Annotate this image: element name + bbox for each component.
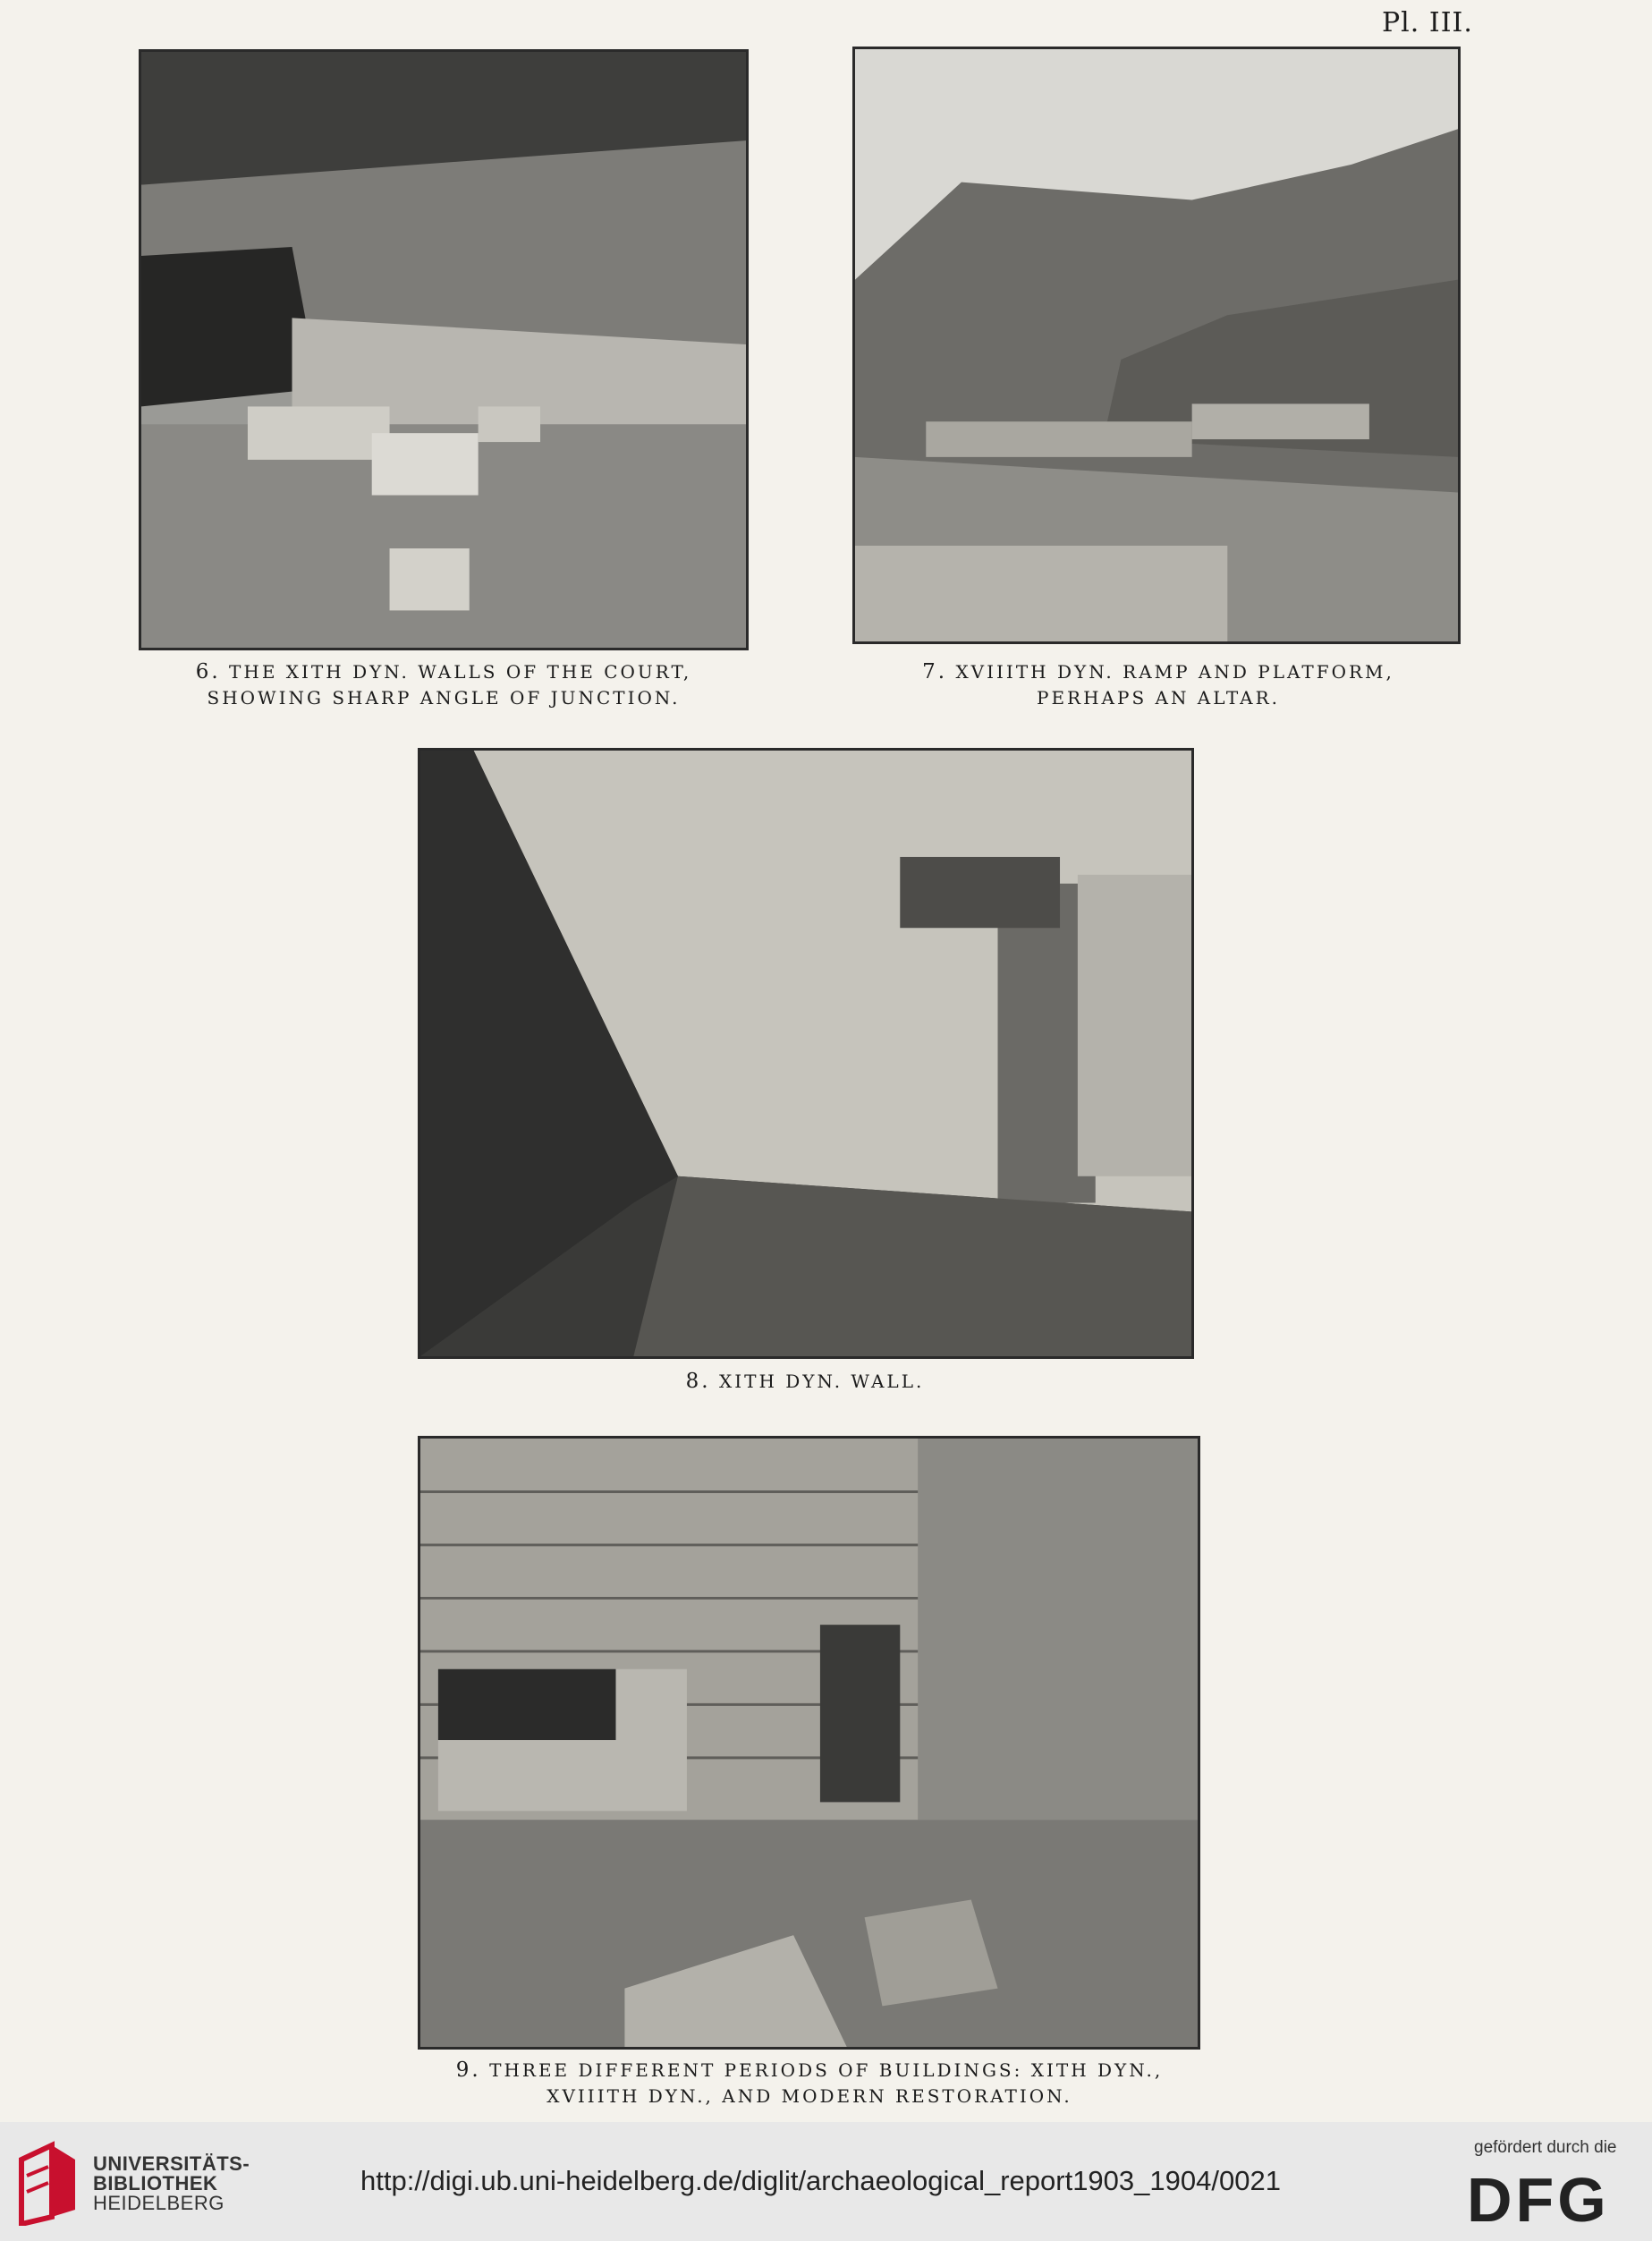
caption-figure-8 — [537, 1369, 1073, 1395]
library-name-line1: UNIVERSITÄTS- — [93, 2152, 250, 2175]
photo-figure-7 — [852, 47, 1461, 644]
figure-number: 7. — [922, 660, 948, 683]
dfg-logo: DFG — [1467, 2165, 1610, 2235]
figure-caption-text: THREE DIFFERENT PERIODS OF BUILDINGS: XITH DYN., XVIIITH DYN., AND MODERN RESTORATION. — [489, 2059, 1164, 2107]
figure-caption-text: THE XITH DYN. WALLS OF THE COURT, SHOWING SHARP ANGLE OF JUNCTION. — [207, 661, 692, 709]
caption-figure-7 — [863, 659, 1453, 711]
figure-caption-text: XVIIITH DYN. RAMP AND PLATFORM, PERHAPS AN ALTAR. — [955, 661, 1394, 709]
funded-by-text: gefördert durch die — [1474, 2138, 1617, 2157]
figure-number: 8. — [685, 1370, 711, 1393]
photo-figure-8 — [418, 748, 1194, 1359]
library-name-line3: HEIDELBERG — [93, 2192, 225, 2214]
library-name-line2: BIBLIOTHEK — [93, 2172, 218, 2194]
university-library-logo-icon — [16, 2140, 80, 2226]
figure-caption-text: XITH DYN. WALL. — [718, 1371, 925, 1392]
figure-number: 6. — [195, 660, 221, 683]
plate-number: Pl. III. — [1382, 7, 1473, 38]
footer-bar — [0, 2122, 1652, 2241]
caption-figure-9 — [420, 2058, 1199, 2109]
photo-figure-9 — [418, 1436, 1200, 2050]
university-library-name — [93, 2154, 250, 2213]
figure-number: 9. — [455, 2058, 481, 2082]
permalink-url[interactable]: http://digi.ub.uni-heidelberg.de/diglit/archaeological_report1903_1904/0021 — [360, 2165, 1281, 2196]
caption-figure-6 — [143, 659, 744, 711]
photo-figure-6 — [139, 49, 749, 650]
